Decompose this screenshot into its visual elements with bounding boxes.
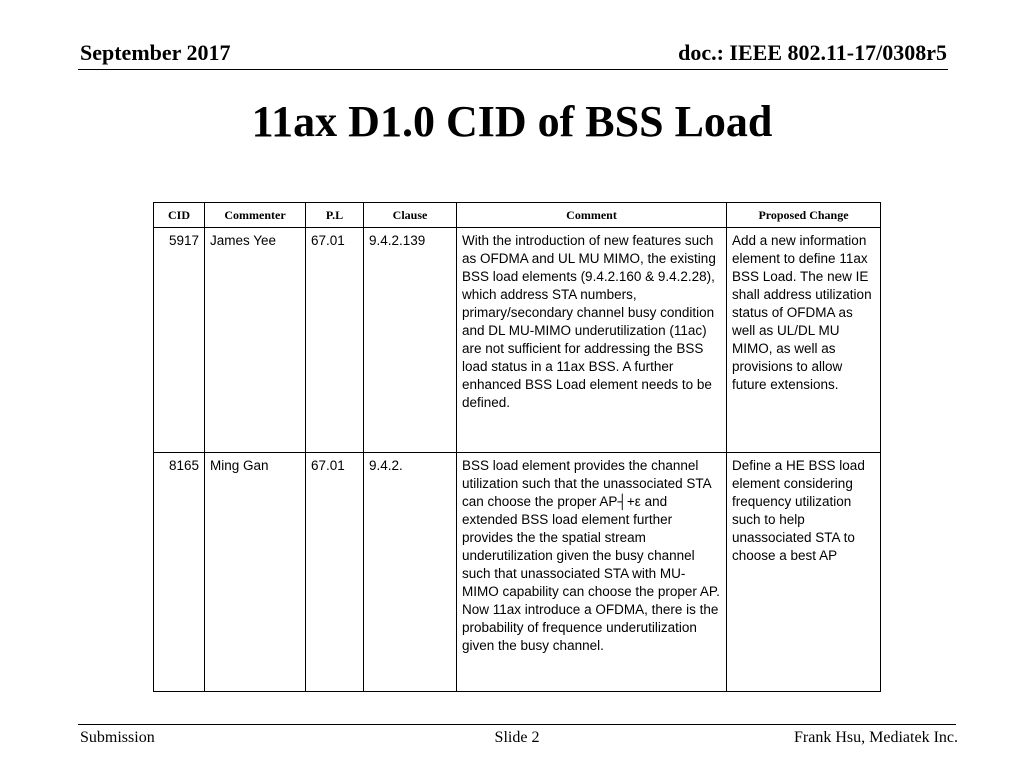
cell-pl: 67.01 [306,453,364,692]
cell-proposed-change: Add a new information element to define 11ax BSS Load. The new IE shall address utilization status of OFDMA as well as UL/DL MU MIMO, as well as provisions to allow future extensions. [727,228,881,453]
cell-cid: 8165 [154,453,205,692]
cell-proposed-change: Define a HE BSS load element considering frequency utilization such to help unassociated STA to choose a best AP [727,453,881,692]
header-date: September 2017 [80,40,231,65]
footer-divider [78,724,956,725]
cell-cid: 5917 [154,228,205,453]
column-header-clause: Clause [364,203,457,228]
cid-table [153,202,881,692]
cell-comment: BSS load element provides the channel utilization such that the unassociated STA can choose the proper AP┤+ε and extended BSS load element further provides the the spatial stream underutilization given the busy channel such that unassociated STA with MU-MIMO capability can choose the proper AP. Now 11ax introduce a OFDMA, there is the probability of frequence underutilization given the busy channel. [457,453,727,692]
slide-title: 11ax D1.0 CID of BSS Load [251,97,773,146]
table-row [154,228,881,453]
cell-pl: 67.01 [306,228,364,453]
cell-commenter: Ming Gan [205,453,306,692]
column-header-proposed-change: Proposed Change [727,203,881,228]
cell-commenter: James Yee [205,228,306,453]
table-header-row [154,203,881,228]
footer-slide-number: Slide 2 [494,729,540,746]
footer-submission: Submission [80,729,155,746]
cell-clause: 9.4.2.139 [364,228,457,453]
header-doc-number: doc.: IEEE 802.11-17/0308r5 [678,40,947,65]
column-header-commenter: Commenter [205,203,306,228]
column-header-comment: Comment [457,203,727,228]
footer-author: Frank Hsu, Mediatek Inc. [794,729,958,746]
cell-clause: 9.4.2. [364,453,457,692]
cell-comment: With the introduction of new features such as OFDMA and UL MU MIMO, the existing BSS load elements (9.4.2.160 & 9.4.2.28), which address STA numbers, primary/secondary channel busy condition and DL MU-MIMO underutilization (11ac) are not sufficient for addressing the BSS load status in a 11ax BSS. A further enhanced BSS Load element needs to be defined. [457,228,727,453]
column-header-pl: P.L [306,203,364,228]
header-divider [78,69,948,70]
table-row [154,453,881,692]
column-header-cid: CID [154,203,205,228]
